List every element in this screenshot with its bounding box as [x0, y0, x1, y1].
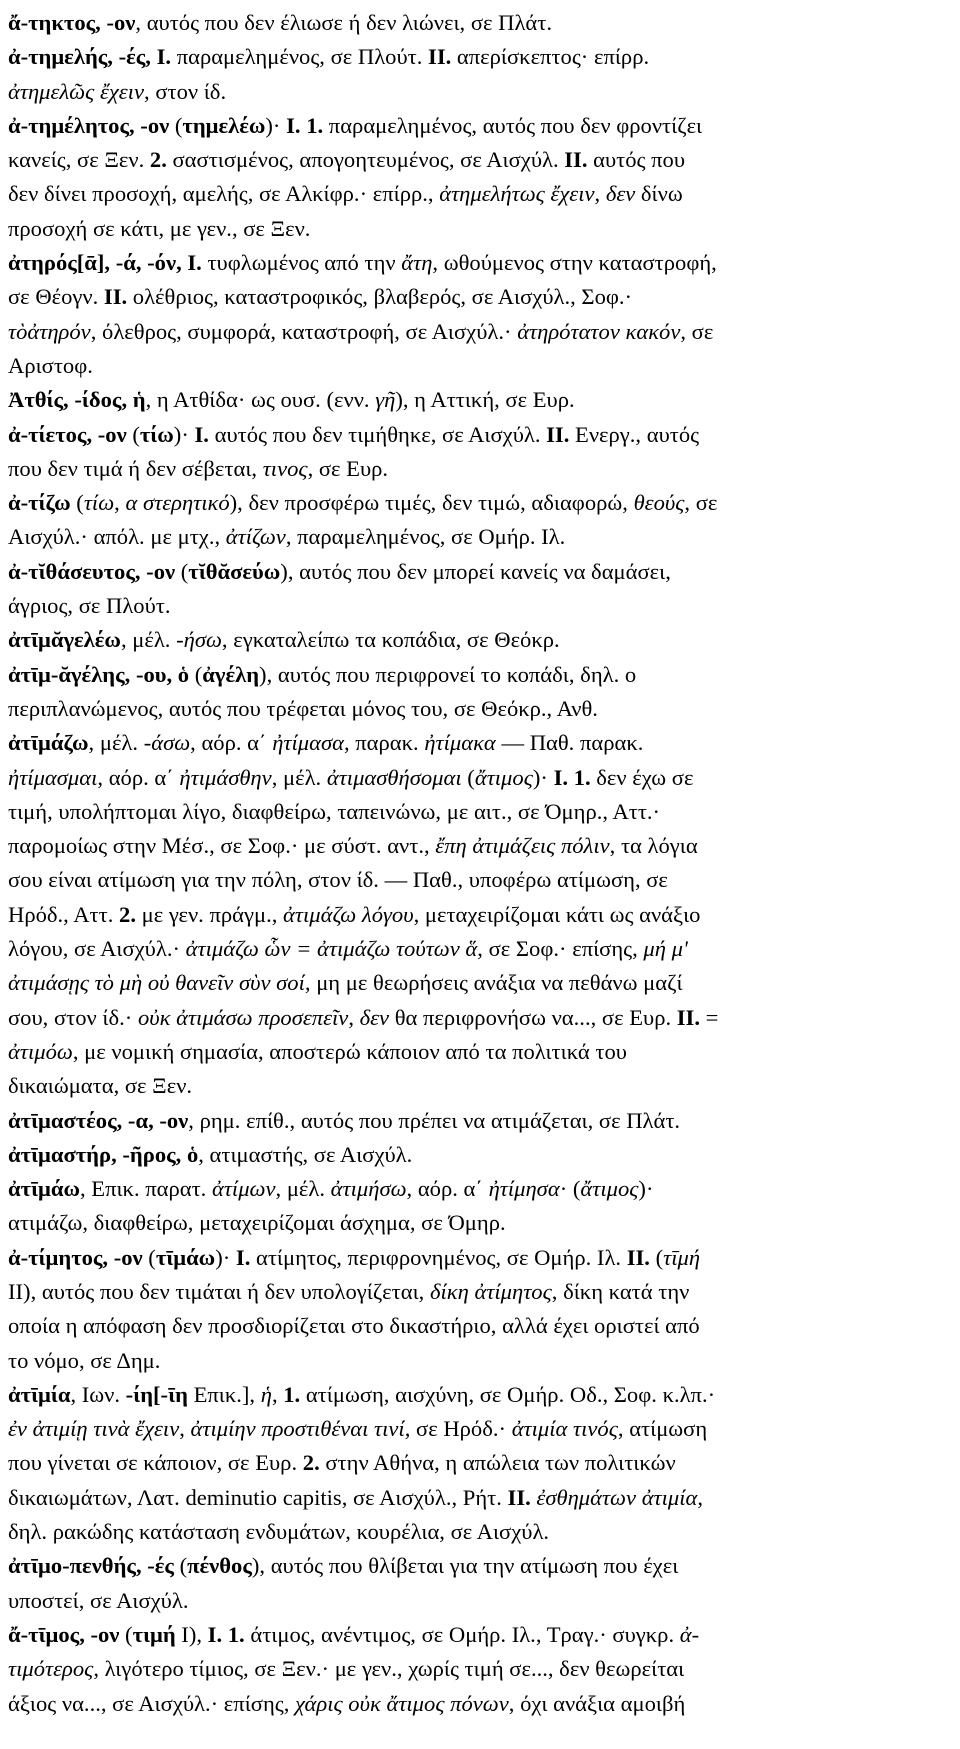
- dictionary-line: [8, 1652, 948, 1686]
- definition-text: , δίκη κατά την: [551, 1278, 690, 1304]
- greek-citation-text: δίκη ἀτίμητος: [429, 1278, 552, 1304]
- dictionary-line: [8, 177, 948, 211]
- headword-text: ἄ-τηκτος, -ον: [8, 10, 136, 35]
- headword-text: ἀτῑμάω: [8, 1176, 80, 1202]
- dictionary-line: [8, 1069, 948, 1103]
- headword-text: τῑμάω: [155, 1244, 216, 1270]
- dictionary-line: [8, 795, 948, 829]
- definition-text: , παραμελημένος, σε Ομήρ. Ιλ.: [285, 524, 566, 550]
- greek-citation-text: ἀτημελήτως ἔχειν: [439, 181, 595, 207]
- headword-text: ἀτῑμαστέος, -α, -ον: [8, 1107, 189, 1133]
- greek-citation-text: ἀτιμία τινός: [511, 1416, 618, 1442]
- greek-citation-text: -ήσω: [176, 627, 222, 653]
- headword-text: ἀ-τῐθάσευτος, -ον: [8, 558, 176, 584]
- definition-text: (: [70, 490, 84, 516]
- dictionary-line: [8, 623, 948, 657]
- dictionary-line: [8, 246, 948, 280]
- dictionary-line: [8, 1446, 948, 1480]
- dictionary-line: [8, 1241, 948, 1275]
- dictionary-line: [8, 486, 948, 520]
- dictionary-line: [8, 1618, 948, 1652]
- greek-citation-text: ἀτημελῶς ἔχειν: [8, 78, 145, 104]
- dictionary-line: [8, 143, 948, 177]
- dictionary-line: [8, 1104, 948, 1138]
- headword-text: II.: [103, 284, 128, 310]
- definition-text: , μέλ.: [120, 627, 177, 653]
- dictionary-line: [8, 829, 948, 863]
- definition-text: ), δεν προσφέρω τιμές, δεν τιμώ, αδιαφορώ,: [229, 490, 634, 516]
- dictionary-line: [8, 1138, 948, 1172]
- definition-text: II), αυτός που δεν τιμάται ή δεν υπολογίζεται,: [8, 1278, 430, 1304]
- greek-citation-text: μή μ': [643, 936, 688, 962]
- headword-text: ἀτῑμο-πενθής, -ές: [8, 1553, 174, 1579]
- dictionary-line: [8, 418, 948, 452]
- definition-text: ,: [179, 1416, 191, 1442]
- definition-text: στην Αθήνα, η απώλεια των πολιτικών: [319, 1450, 676, 1476]
- dictionary-line: [8, 898, 948, 932]
- headword-text: II.: [428, 44, 452, 70]
- definition-text: σαστισμένος, απογοητευμένος, σε Αισχύλ.: [166, 147, 565, 173]
- definition-text: Αριστοφ.: [8, 352, 93, 378]
- dictionary-line: [8, 1344, 948, 1378]
- definition-text: , αόρ. α΄: [190, 730, 273, 756]
- definition-text: σου, στον ίδ.·: [8, 1004, 138, 1030]
- definition-text: , σε: [684, 490, 718, 516]
- definition-text: ,: [271, 1381, 284, 1407]
- definition-text: υποστεί, σε Αισχύλ.: [8, 1587, 189, 1613]
- greek-citation-text: ἠτίμασα: [272, 730, 344, 756]
- headword-text: I.: [194, 421, 209, 447]
- definition-text: δεν δίνει προσοχή, αμελής, σε Αλκίφρ.· επίρρ.,: [8, 181, 440, 207]
- dictionary-line: [8, 40, 948, 74]
- greek-citation-text: ἄτη: [401, 250, 433, 276]
- greek-citation-text: ἄτιμος: [474, 764, 533, 790]
- headword-text: Ἀτθίς, -ίδος, ἡ: [8, 387, 146, 413]
- greek-citation-text: ἀτιμάσῃς τὸ μὴ οὐ θανεῖν σὺν σοί: [8, 970, 305, 996]
- definition-text: , εγκαταλείπω τα κοπάδια, σε Θεόκρ.: [221, 627, 560, 653]
- definition-text: (: [173, 1553, 188, 1579]
- dictionary-line: [8, 1001, 948, 1035]
- dictionary-line: [8, 1035, 948, 1069]
- dictionary-line: [8, 1309, 948, 1343]
- definition-text: αυτός που: [587, 147, 686, 173]
- greek-citation-text: ἔπη ἀτιμάζεις πόλιν: [435, 833, 610, 859]
- greek-citation-text: ἀτιμάζω λόγου: [283, 901, 414, 927]
- definition-text: , μέλ.: [275, 1176, 331, 1202]
- greek-citation-text: τίω: [83, 490, 115, 516]
- headword-text: -ίη[-ῑη: [125, 1381, 188, 1407]
- dictionary-line: [8, 1172, 948, 1206]
- definition-text: ατίμητος, περιφρονημένος, σε Ομήρ. Ιλ.: [250, 1244, 627, 1270]
- definition-text: — Παθ. παρακ.: [495, 730, 644, 756]
- headword-text: 2.: [149, 147, 167, 173]
- greek-citation-text: χάρις οὐκ ἄτιμος πόνων: [295, 1690, 509, 1716]
- definition-text: περιπλανώμενος, αυτός που τρέφεται μόνος του, σε Θεόκρ., Ανθ.: [8, 695, 598, 721]
- definition-text: Επικ.],: [187, 1381, 261, 1407]
- greek-citation-text: δεν: [359, 1004, 390, 1030]
- definition-text: , αόρ. α΄: [406, 1176, 489, 1202]
- headword-text: ἀ-τημελής, -ές, Ι.: [8, 44, 172, 70]
- dictionary-line: [8, 520, 948, 554]
- dictionary-line: [8, 761, 948, 795]
- headword-text: ἀγέλη: [202, 661, 260, 687]
- definition-text: ολέθριος, καταστροφικός, βλαβερός, σε Αισχύλ., Σοφ.·: [127, 284, 633, 310]
- definition-text: ,: [697, 1484, 704, 1510]
- definition-text: , τα λόγια: [609, 833, 698, 859]
- definition-text: Ηρόδ., Αττ.: [8, 901, 120, 927]
- dictionary-line: [8, 280, 948, 314]
- definition-text: απερίσκεπτος· επίρρ.: [451, 44, 650, 70]
- definition-text: , ρημ. επίθ., αυτός που πρέπει να ατιμάζεται, σε Πλάτ.: [188, 1107, 681, 1133]
- greek-citation-text: α στερητικό: [125, 490, 230, 516]
- headword-text: I. 1.: [286, 112, 324, 138]
- greek-citation-text: ἠτίμασμαι: [8, 764, 98, 790]
- definition-text: , μέλ.: [88, 730, 144, 756]
- dictionary-line: [8, 349, 948, 383]
- dictionary-line: [8, 966, 948, 1000]
- definition-text: άτιμος, ανέντιμος, σε Ομήρ. Ιλ., Τραγ.· συγκρ.: [244, 1621, 680, 1647]
- definition-text: ατιμάζω, διαφθείρω, μεταχειρίζομαι άσχημα, σε Όμηρ.: [8, 1210, 506, 1236]
- definition-text: , όχι ανάξια αμοιβή: [508, 1690, 686, 1716]
- greek-citation-text: ἐσθημάτων ἀτιμία: [536, 1484, 698, 1510]
- dictionary-line: [8, 1412, 948, 1446]
- dictionary-line: [8, 383, 948, 417]
- definition-text: σου είναι ατίμωση για την πόλη, στον ίδ. — Παθ., υποφέρω ατίμωση, σε: [8, 867, 668, 893]
- definition-text: , μέλ.: [271, 764, 327, 790]
- greek-citation-text: ἀτιμήσω: [330, 1176, 407, 1202]
- dictionary-line: [8, 109, 948, 143]
- definition-text: ), αυτός που θλίβεται για την ατίμωση που έχει: [251, 1553, 679, 1579]
- definition-text: αυτός που δεν τιμήθηκε, σε Αισχύλ.: [208, 421, 547, 447]
- headword-text: ἀτῑμαστήρ, -ῆρος, ὁ: [8, 1141, 199, 1167]
- greek-citation-text: ἀτιμάζω ὧν = ἀτιμάζω τούτων ἅ: [185, 936, 478, 962]
- definition-text: (: [142, 1244, 156, 1270]
- definition-text: ,: [594, 181, 606, 207]
- dictionary-line: [8, 1206, 948, 1240]
- definition-text: )·: [215, 1244, 236, 1270]
- definition-text: , παρακ.: [343, 730, 425, 756]
- definition-text: )·: [638, 1176, 654, 1202]
- definition-text: που δεν τιμά ή δεν σέβεται,: [8, 455, 263, 481]
- definition-text: I),: [175, 1621, 208, 1647]
- definition-text: δίνω: [635, 181, 683, 207]
- greek-citation-text: ἀτίζων: [225, 524, 286, 550]
- greek-citation-text: ἠτίμησα: [488, 1176, 560, 1202]
- dictionary-line: [8, 658, 948, 692]
- definition-text: , Επικ. παρατ.: [79, 1176, 212, 1202]
- headword-text: πένθος: [187, 1553, 252, 1579]
- greek-citation-text: ἠτίμακα: [424, 730, 496, 756]
- headword-text: II.: [564, 147, 588, 173]
- definition-text: τιμή, υπολήπτομαι λίγο, διαφθείρω, ταπεινώνω, με αιτ., σε Όμηρ., Αττ.·: [8, 798, 661, 824]
- greek-citation-text: ἀτιμασθήσομαι: [326, 764, 462, 790]
- greek-citation-text: ἄτιμος: [580, 1176, 639, 1202]
- dictionary-line: [8, 726, 948, 760]
- headword-text: 2.: [302, 1450, 320, 1476]
- definition-text: δεν έχω σε: [590, 764, 694, 790]
- definition-text: )·: [173, 421, 195, 447]
- dictionary-line: [8, 315, 948, 349]
- greek-citation-text: θεούς: [633, 490, 685, 516]
- definition-text: (: [126, 421, 140, 447]
- definition-text: Αισχύλ.· απόλ. με μτχ.,: [8, 524, 226, 550]
- definition-text: , ατίμωση: [617, 1416, 708, 1442]
- definition-text: τυφλωμένος από την: [201, 250, 402, 276]
- greek-citation-text: ἀτιμόω: [8, 1038, 73, 1064]
- definition-text: ), αυτός που περιφρονεί το κοπάδι, δηλ. ο: [259, 661, 637, 687]
- headword-text: τιμή: [132, 1621, 176, 1647]
- headword-text: τῐθᾰσεύω: [188, 558, 281, 584]
- definition-text: , λιγότερο τίμιος, σε Ξεν.· με γεν., χωρίς τιμή σε..., δεν θεωρείται: [93, 1656, 685, 1682]
- headword-text: 2.: [119, 901, 136, 927]
- headword-text: ἀ-τίετος, -ον: [8, 421, 127, 447]
- definition-text: (: [461, 764, 475, 790]
- headword-text: ἄ-τῑμος, -ον: [8, 1621, 120, 1647]
- headword-text: ἀτῑμ-ᾰγέλης, -ου, ὁ: [8, 661, 190, 687]
- dictionary-line: [8, 1584, 948, 1618]
- definition-text: παραμελημένος, σε Πλούτ.: [171, 44, 429, 70]
- definition-text: Ενεργ., αυτός: [569, 421, 700, 447]
- greek-citation-text: δεν: [605, 181, 636, 207]
- dictionary-line: [8, 1549, 948, 1583]
- definition-text: , μεταχειρίζομαι κάτι ως ανάξιο: [413, 901, 701, 927]
- dictionary-line: [8, 6, 948, 40]
- definition-text: (: [649, 1244, 664, 1270]
- greek-citation-text: τῑμή: [663, 1244, 701, 1270]
- definition-text: ), η Αττική, σε Ευρ.: [395, 387, 575, 413]
- definition-text: δικαιωμάτων, Λατ. deminutio capitis, σε Αισχύλ., Ρήτ.: [8, 1484, 508, 1510]
- headword-text: I. 1.: [553, 764, 591, 790]
- greek-citation-text: οὐκ ἀτιμάσω προσεπεῖν: [137, 1004, 349, 1030]
- headword-text: I.: [235, 1244, 251, 1270]
- definition-text: κανείς, σε Ξεν.: [8, 147, 150, 173]
- definition-text: , ωθούμενος στην καταστροφή,: [432, 250, 717, 276]
- greek-citation-text: ἀ-: [679, 1621, 700, 1647]
- definition-text: , σε Ευρ.: [307, 455, 389, 481]
- headword-text: ἀτῑμᾰγελέω: [8, 627, 121, 653]
- dictionary-line: [8, 212, 948, 246]
- definition-text: , στον ίδ.: [144, 78, 227, 104]
- definition-text: δηλ. ρακώδης κατάσταση ενδυμάτων, κουρέλια, σε Αισχύλ.: [8, 1519, 550, 1545]
- dictionary-line: [8, 863, 948, 897]
- dictionary-line: [8, 1378, 948, 1412]
- greek-citation-text: τινος: [262, 455, 308, 481]
- definition-text: που γίνεται σε κάποιον, σε Ευρ.: [8, 1450, 303, 1476]
- definition-text: λόγου, σε Αισχύλ.·: [8, 936, 186, 962]
- greek-citation-text: ἐν ἀτιμίῃ τινὰ ἔχειν: [8, 1416, 180, 1442]
- definition-text: (: [119, 1621, 133, 1647]
- headword-text: ἀ-τίζω: [8, 490, 71, 516]
- definition-text: ατίμωση, αισχύνη, σε Ομήρ. Οδ., Σοφ. κ.λπ.·: [300, 1381, 716, 1407]
- definition-text: , αυτός που δεν έλιωσε ή δεν λιώνει, σε Πλάτ.: [135, 10, 552, 35]
- dictionary-line: [8, 1481, 948, 1515]
- definition-text: σε Θέογν.: [8, 284, 104, 310]
- definition-text: (: [169, 112, 183, 138]
- definition-text: , μη με θεωρήσεις ανάξια να πεθάνω μαζί: [304, 970, 683, 996]
- definition-text: το νόμο, σε Δημ.: [8, 1347, 161, 1373]
- headword-text: ἀτῑμία: [8, 1381, 71, 1407]
- greek-citation-text: ἀτίμων: [211, 1176, 276, 1202]
- headword-text: τίω: [139, 421, 174, 447]
- definition-text: )·: [265, 112, 287, 138]
- greek-citation-text: -άσω: [143, 730, 191, 756]
- headword-text: 1.: [283, 1381, 301, 1407]
- headword-text: I. 1.: [207, 1621, 245, 1647]
- definition-text: , αόρ. α΄: [97, 764, 180, 790]
- definition-text: προσοχή σε κάτι, με γεν., σε Ξεν.: [8, 215, 311, 241]
- definition-text: άγριος, σε Πλούτ.: [8, 593, 171, 619]
- headword-text: II.: [546, 421, 570, 447]
- definition-text: παρομοίως στην Μέσ., σε Σοφ.· με σύστ. αντ.,: [8, 833, 436, 859]
- definition-text: ,: [114, 490, 126, 516]
- headword-text: ἀτηρός[ᾱ], -ά, -όν, I.: [8, 250, 202, 276]
- headword-text: ἀτῑμάζω: [8, 730, 89, 756]
- dictionary-line: [8, 1515, 948, 1549]
- definition-text: παραμελημένος, αυτός που δεν φροντίζει: [323, 112, 703, 138]
- greek-citation-text: ἡ: [260, 1381, 272, 1407]
- dictionary-line: [8, 75, 948, 109]
- greek-citation-text: ἠτιμάσθην: [179, 764, 272, 790]
- definition-text: οποία η απόφαση δεν προσδιορίζεται στο δικαστήριο, αλλά έχει οριστεί από: [8, 1313, 700, 1339]
- definition-text: , σε: [680, 318, 714, 344]
- headword-text: II.: [626, 1244, 650, 1270]
- definition-text: , σε Σοφ.· επίσης,: [477, 936, 644, 962]
- dictionary-line: [8, 932, 948, 966]
- definition-text: · (: [559, 1176, 581, 1202]
- definition-text: ,: [348, 1004, 360, 1030]
- definition-text: ), αυτός που δεν μπορεί κανείς να δαμάσει,: [280, 558, 671, 584]
- definition-text: , όλεθρος, συμφορά, καταστροφή, σε Αισχύλ.·: [90, 318, 518, 344]
- definition-text: (: [189, 661, 203, 687]
- definition-text: , Ιων.: [70, 1381, 126, 1407]
- definition-text: , με νομική σημασία, αποστερώ κάποιον από τα πολιτικά του: [72, 1038, 627, 1064]
- definition-text: )·: [532, 764, 554, 790]
- definition-text: άξιος να..., σε Αισχύλ.· επίσης,: [8, 1690, 296, 1716]
- greek-citation-text: τιμότερος: [8, 1656, 94, 1682]
- headword-text: ἀ-τίμητος, -ον: [8, 1244, 143, 1270]
- definition-text: με γεν. πράγμ.,: [135, 901, 284, 927]
- dictionary-line: [8, 692, 948, 726]
- greek-citation-text: γῆ: [375, 387, 396, 413]
- dictionary-line: [8, 555, 948, 589]
- dictionary-line: [8, 1275, 948, 1309]
- definition-text: =: [700, 1004, 719, 1030]
- headword-text: τημελέω: [182, 112, 266, 138]
- headword-text: II.: [676, 1004, 700, 1030]
- definition-text: (: [175, 558, 189, 584]
- definition-text: θα περιφρονήσω να..., σε Ευρ.: [389, 1004, 677, 1030]
- dictionary-line: [8, 1687, 948, 1721]
- definition-text: , η Ατθίδα· ως ουσ. (ενν.: [145, 387, 376, 413]
- definition-text: δικαιώματα, σε Ξεν.: [8, 1073, 193, 1099]
- greek-citation-text: ἀτηρότατον κακόν: [517, 318, 681, 344]
- greek-citation-text: τὸἀτηρόν: [8, 318, 91, 344]
- definition-text: , ατιμαστής, σε Αισχύλ.: [198, 1141, 413, 1167]
- definition-text: , σε Ηρόδ.·: [404, 1416, 512, 1442]
- dictionary-line: [8, 589, 948, 623]
- headword-text: ἀ-τημέλητος, -ον: [8, 112, 170, 138]
- greek-citation-text: ἀτιμίην προστιθέναι τινί: [190, 1416, 405, 1442]
- dictionary-line: [8, 452, 948, 486]
- headword-text: II.: [507, 1484, 531, 1510]
